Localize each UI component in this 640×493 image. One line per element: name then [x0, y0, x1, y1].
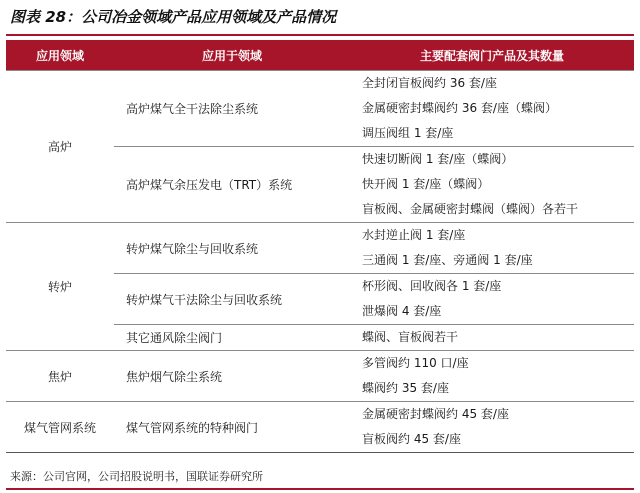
product-line: 三通阀 1 套/座、旁通阀 1 套/座: [362, 253, 533, 267]
product-line: 杯形阀、回收阀各 1 套/座: [362, 279, 502, 293]
field-cell: 高炉: [6, 71, 114, 223]
table-body: [6, 71, 634, 453]
product-line: 盲板阀、金属硬密封蝶阀（蝶阀）各若干: [362, 202, 579, 216]
field-cell: 焦炉: [6, 351, 114, 402]
header-products: 主要配套阀门产品及其数量: [350, 40, 634, 71]
products-cell: [350, 402, 634, 453]
products-cell: [350, 147, 634, 223]
figure-title: 图表 28：公司冶金领域产品应用领域及产品情况: [10, 8, 337, 26]
header-field: 应用领域: [6, 40, 114, 71]
title-divider: [6, 34, 634, 36]
field-cell: 煤气管网系统: [6, 402, 114, 453]
table-row: [6, 223, 634, 274]
product-line: 金属硬密封蝶阀约 36 套/座（蝶阀）: [362, 101, 557, 115]
product-line: 快开阀 1 套/座（蝶阀）: [362, 177, 490, 191]
table-header-row: [6, 40, 634, 71]
product-line: 调压阀组 1 套/座: [362, 126, 454, 140]
table-row: [6, 71, 634, 147]
source-note: 来源：公司官网，公司招股说明书，国联证券研究所: [10, 470, 263, 483]
product-line: 快速切断阀 1 套/座（蝶阀）: [362, 152, 514, 166]
product-line: 多管阀约 110 口/座: [362, 356, 469, 370]
application-cell: 其它通风除尘阀门: [114, 325, 350, 351]
product-line: 金属硬密封蝶阀约 45 套/座: [362, 407, 509, 421]
product-line: 蝶阀、盲板阀若干: [362, 330, 459, 344]
products-cell: [350, 274, 634, 325]
product-line: 水封逆止阀 1 套/座: [362, 228, 466, 242]
application-cell: 高炉煤气全干法除尘系统: [114, 71, 350, 147]
field-cell: 转炉: [6, 223, 114, 351]
application-cell: 高炉煤气余压发电（TRT）系统: [114, 147, 350, 223]
product-line: 泄爆阀 4 套/座: [362, 304, 442, 318]
header-application: 应用于领域: [114, 40, 350, 71]
product-table: [6, 40, 634, 453]
product-line: 全封闭盲板阀约 36 套/座: [362, 76, 497, 90]
application-cell: 转炉煤气除尘与回收系统: [114, 223, 350, 274]
product-line: 蝶阀约 35 套/座: [362, 381, 449, 395]
product-line: 盲板阀约 45 套/座: [362, 432, 461, 446]
products-cell: [350, 223, 634, 274]
application-cell: 煤气管网系统的特种阀门: [114, 402, 350, 453]
table-row: [6, 351, 634, 402]
table-row: [6, 402, 634, 453]
products-cell: [350, 71, 634, 147]
products-cell: [350, 351, 634, 402]
products-cell: [350, 325, 634, 351]
application-cell: 转炉煤气干法除尘与回收系统: [114, 274, 350, 325]
application-cell: 焦炉烟气除尘系统: [114, 351, 350, 402]
bottom-divider: [6, 488, 634, 490]
